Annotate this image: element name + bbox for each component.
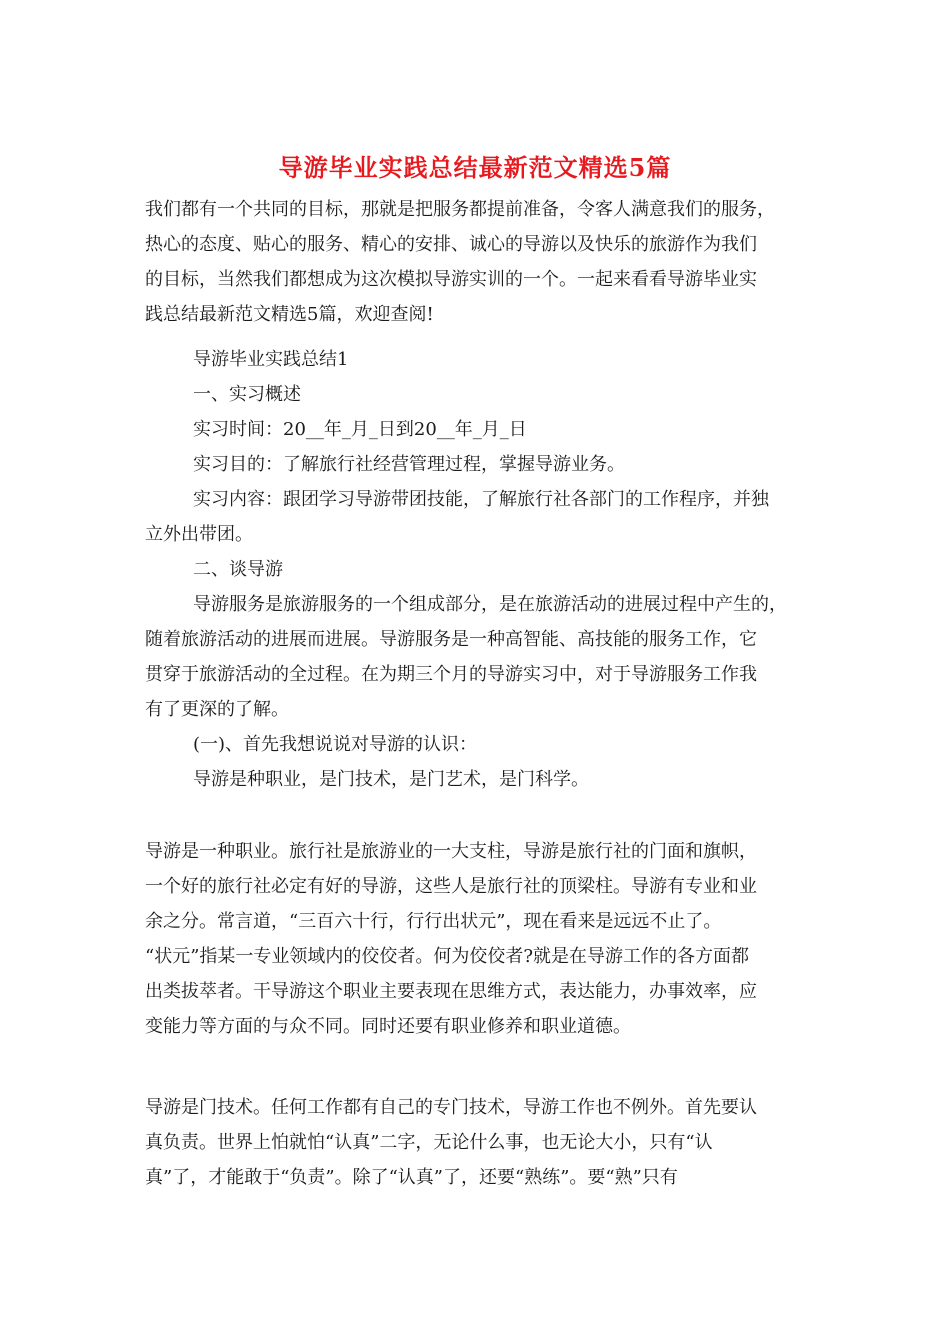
section-1 [145, 342, 815, 797]
text-line: 贯穿于旅游活动的全过程。在为期三个月的导游实习中，对于导游服务工作我 [145, 664, 757, 685]
text-line: 导游是一种职业。旅行社是旅游业的一大支柱，导游是旅行社的门面和旗帜， [145, 841, 757, 862]
intro-paragraph [145, 192, 815, 332]
text-line: 余之分。常言道，“三百六十行，行行出状元”，现在看来是远远不止了。 [145, 911, 722, 932]
subheading: 一、实习概述 [193, 384, 301, 405]
text-line: 随着旅游活动的进展而进展。导游服务是一种高智能、高技能的服务工作，它 [145, 629, 757, 650]
paragraph-technique [145, 1090, 815, 1195]
paragraph-career [145, 834, 815, 1044]
text-line: 实习时间：20__年_月_日到20__年_月_日 [193, 419, 527, 440]
text-line: 导游是种职业，是门技术，是门艺术，是门科学。 [193, 769, 589, 790]
text-line: 导游是门技术。任何工作都有自己的专门技术，导游工作也不例外。首先要认 [145, 1097, 757, 1118]
text-line: “状元”指某一专业领域内的佼佼者。何为佼佼者?就是在导游工作的各方面都 [145, 946, 750, 967]
text-line: 践总结最新范文精选5篇，欢迎查阅! [145, 304, 434, 325]
text-line: 有了更深的了解。 [145, 699, 289, 720]
text-line: 变能力等方面的与众不同。同时还要有职业修养和职业道德。 [145, 1016, 631, 1037]
text-line: 的目标，当然我们都想成为这次模拟导游实训的一个。一起来看看导游毕业实 [145, 269, 757, 290]
section-heading: 导游毕业实践总结1 [193, 349, 349, 370]
text-line: 真”了，才能敢于“负责”。除了“认真”了，还要“熟练”。要“熟”只有 [145, 1167, 678, 1188]
subheading: (一)、首先我想说说对导游的认识： [193, 734, 478, 755]
text-line: 导游服务是旅游服务的一个组成部分，是在旅游活动的进展过程中产生的， [193, 594, 787, 615]
text-line: 热心的态度、贴心的服务、精心的安排、诚心的导游以及快乐的旅游作为我们 [145, 234, 757, 255]
text-line: 我们都有一个共同的目标，那就是把服务都提前准备，令客人满意我们的服务， [145, 199, 775, 220]
text-line: 立外出带团。 [145, 524, 253, 545]
text-line: 实习内容：跟团学习导游带团技能，了解旅行社各部门的工作程序，并独 [193, 489, 769, 510]
subheading: 二、谈导游 [193, 559, 283, 580]
text-line: 实习目的：了解旅行社经营管理过程，掌握导游业务。 [193, 454, 625, 475]
text-line: 真负责。世界上怕就怕“认真”二字，无论什么事，也无论大小，只有“认 [145, 1132, 713, 1153]
text-line: 一个好的旅行社必定有好的导游，这些人是旅行社的顶梁柱。导游有专业和业 [145, 876, 757, 897]
text-line: 出类拔萃者。干导游这个职业主要表现在思维方式，表达能力，办事效率，应 [145, 981, 757, 1002]
document-title: 导游毕业实践总结最新范文精选5篇 [278, 153, 672, 182]
